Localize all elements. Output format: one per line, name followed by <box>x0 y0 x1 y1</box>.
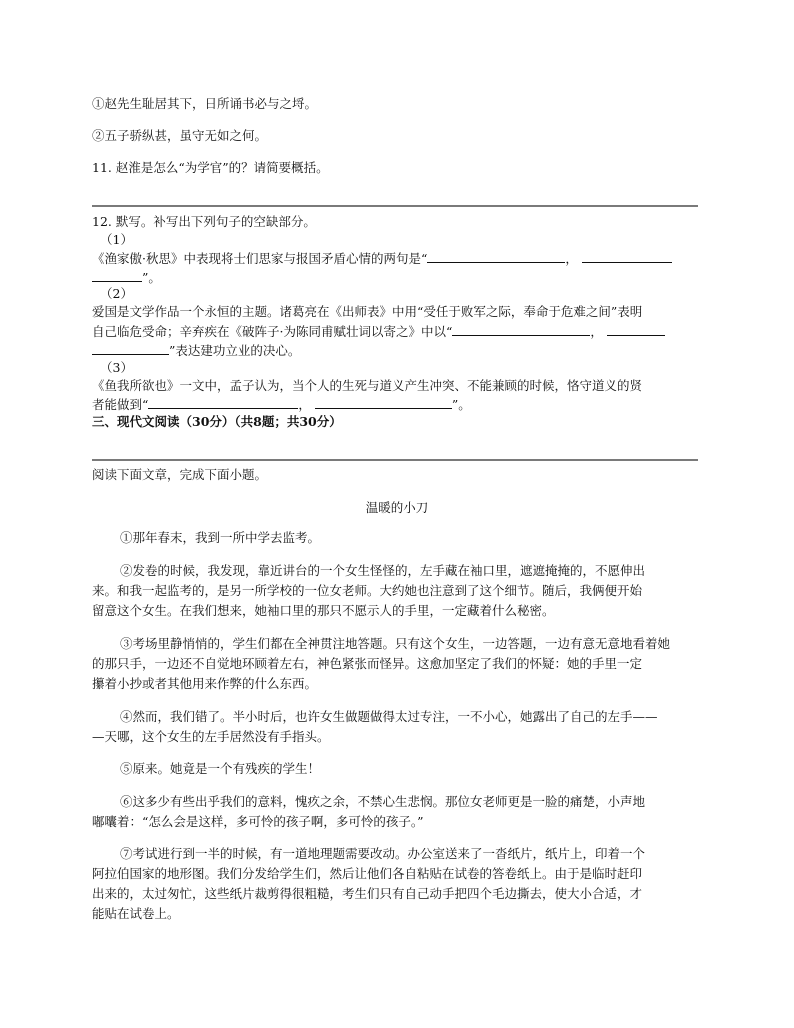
q12-part2-line2 <box>92 324 665 339</box>
fill-blank[interactable] <box>452 324 590 336</box>
answer-divider <box>92 205 698 207</box>
q12-part2-number: （2） <box>100 286 133 301</box>
paragraph-2-line: 来。和我一起监考的，是另一所学校的一位女老师。大约她也注意到了这个细节。随后，我俩便开始 <box>92 583 643 598</box>
sentence-1: ①赵先生耻居其下，日所诵书必与之埒。 <box>92 96 318 111</box>
paragraph-7-line: 能贴在试卷上。 <box>92 906 180 921</box>
question-11: 11. 赵淮是怎么“为学官”的？请简要概括。 <box>92 160 329 175</box>
fill-blank[interactable] <box>427 251 565 263</box>
q12-part3-close: ”。 <box>451 397 471 412</box>
q12-part3-line1: 《鱼我所欲也》一文中，孟子认为，当个人的生死与道义产生冲突、不能兼顾的时候，恪守道义的贤 <box>92 378 643 393</box>
q12-part2-line1: 爱国是文学作品一个永恒的主题。诸葛亮在《出师表》中用“受任于败军之际，奉命于危难之间”表明 <box>92 304 643 319</box>
fill-blank[interactable] <box>582 251 672 263</box>
q12-part3-prompt: 者能做到“ <box>92 397 149 412</box>
paragraph-2-line: 留意这个女生。在我们想来，她袖口里的那只不愿示人的手里，一定藏着什么秘密。 <box>92 603 555 618</box>
fill-blank[interactable] <box>315 397 452 409</box>
q12-part3-line2 <box>92 397 471 412</box>
q12-part2-end <box>92 343 300 358</box>
paragraph-5: ⑤原来。她竟是一个有残疾的学生！ <box>120 761 321 776</box>
q12-part3-separator: ， <box>298 397 311 412</box>
sentence-2: ②五子骄纵甚，虽守无如之何。 <box>92 128 268 143</box>
reading-intro: 阅读下面文章，完成下面小题。 <box>92 467 268 482</box>
fill-blank[interactable] <box>92 343 169 355</box>
paragraph-7-line: 阿拉伯国家的地形图。我们分发给学生们，然后让他们各自粘贴在试卷的答卷纸上。由于是临时赶印 <box>92 866 643 881</box>
question-12-title: 12. 默写。补写出下列句子的空缺部分。 <box>92 214 316 229</box>
q12-part1-prompt: 《渔家傲·秋思》中表现将士们思家与报国矛盾心情的两句是“ <box>92 251 428 266</box>
q12-part2-separator: ， <box>590 324 603 339</box>
paragraph-1: ①那年春末，我到一所中学去监考。 <box>120 530 321 545</box>
paragraph-6-line: ⑥这多少有些出乎我们的意料，愧疚之余，不禁心生悲悯。那位女老师更是一脸的痛楚，小声地 <box>120 794 646 809</box>
q12-part2-close: ”表达建功立业的决心。 <box>169 343 301 358</box>
paragraph-3-line: 攥着小抄或者其他用来作弊的什么东西。 <box>92 676 318 691</box>
paragraph-7-line: 出来的，太过匆忙，这些纸片裁剪得很粗糙，考生们只有自己动手把四个毛边撕去，使大小合适，才 <box>92 886 643 901</box>
article-title: 温暖的小刀 <box>365 500 429 515</box>
section-divider <box>92 459 698 461</box>
paragraph-2-line: ②发卷的时候，我发现，靠近讲台的一个女生怪怪的，左手藏在袖口里，遮遮掩掩的，不愿伸出 <box>120 563 646 578</box>
q12-part1-number: （1） <box>100 232 133 247</box>
paragraph-6-line: 嘟囔着：“怎么会是这样，多可怜的孩子啊，多可怜的孩子。” <box>92 814 424 829</box>
section-3-heading: 三、现代文阅读（30分）（共8题；共30分） <box>92 414 342 429</box>
q12-part1-text <box>92 251 672 266</box>
q12-part1-separator: ， <box>565 251 578 266</box>
paragraph-4-line: —天哪，这个女生的左手居然没有手指头。 <box>92 729 330 744</box>
paragraph-3-line: ③考场里静悄悄的，学生们都在全神贯注地答题。只有这个女生，一边答题，一边有意无意地看着她 <box>120 636 671 651</box>
paragraph-4-line: ④然而，我们错了。半小时后，也许女生做题做得太过专注，一不小心，她露出了自己的左手—— <box>120 709 658 724</box>
q12-part3-number: （3） <box>100 360 133 375</box>
q12-part1-end <box>92 270 161 285</box>
fill-blank[interactable] <box>92 270 142 282</box>
paragraph-3-line: 的那只手，一边还不自觉地环顾着左右，神色紧张而怪异。这愈加坚定了我们的怀疑：她的手里一定 <box>92 656 643 671</box>
fill-blank[interactable] <box>148 397 298 409</box>
q12-part1-close: ”。 <box>142 270 161 285</box>
fill-blank[interactable] <box>607 324 665 336</box>
q12-part2-prompt: 自己临危受命；辛弃疾在《破阵子·为陈同甫赋壮词以寄之》中以“ <box>92 324 453 339</box>
paragraph-7-line: ⑦考试进行到一半的时候，有一道地理题需要改动。办公室送来了一沓纸片，纸片上，印着一个 <box>120 846 646 861</box>
